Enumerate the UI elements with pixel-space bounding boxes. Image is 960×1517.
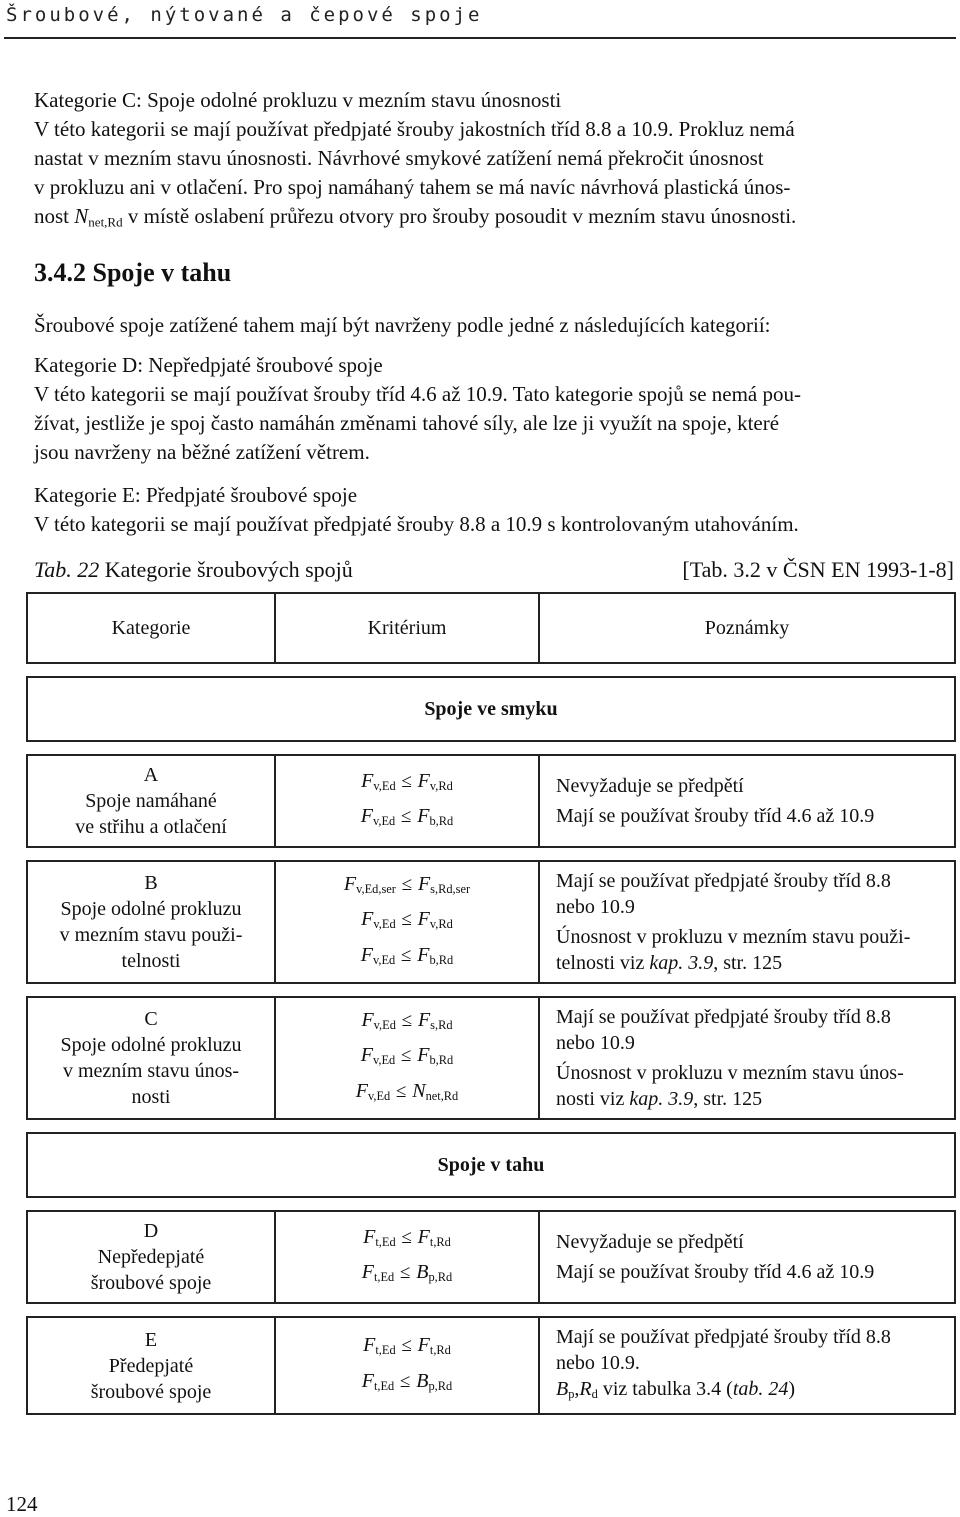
- category-row: [27, 1211, 955, 1303]
- less-equal-symbol: ≤: [400, 1370, 411, 1392]
- criterion-subscript: b,Rd: [429, 1053, 454, 1068]
- table-spacer: [27, 847, 955, 861]
- spacer-cell: [27, 983, 955, 997]
- criterion: [284, 1076, 530, 1111]
- spacer-cell: [27, 741, 955, 755]
- category-row: [27, 861, 955, 983]
- spacer-cell: [27, 1119, 955, 1133]
- note-group: [556, 773, 946, 799]
- criterion: [284, 1040, 530, 1075]
- criterion-subscript: v,Ed: [367, 1088, 391, 1103]
- symbol-subscript: d: [591, 1387, 598, 1402]
- criterion: [284, 801, 530, 836]
- category-description: Spoje odolné prokluzu: [60, 898, 242, 920]
- text-fragment: viz tabulka 3.4 (: [597, 1378, 733, 1400]
- note-line: Mají se používat předpjaté šrouby tříd 8.8: [556, 870, 891, 892]
- criterion-subscript: p,Rd: [428, 1270, 453, 1285]
- criterion-symbol: F: [361, 769, 374, 792]
- criterion-subscript: v,Ed: [372, 952, 396, 967]
- category-letter: E: [144, 1328, 158, 1351]
- category-description: Spoje namáhané: [85, 790, 217, 812]
- table-title: Kategorie šroubových spojů: [99, 557, 353, 582]
- category-description: šroubové spoje: [90, 1272, 212, 1294]
- note-line: [556, 950, 946, 976]
- text-fragment: ,: [574, 1378, 580, 1400]
- criterion-cell: [275, 1211, 539, 1303]
- criterion-subscript: t,Ed: [373, 1378, 395, 1393]
- table-reference: tab. 24: [732, 1378, 789, 1400]
- less-equal-symbol: ≤: [401, 1045, 412, 1067]
- criterion-symbol: F: [417, 873, 431, 896]
- criterion-subscript: b,Rd: [429, 814, 454, 829]
- table-source-reference: [Tab. 3.2 v ČSN EN 1993-1-8]: [682, 557, 954, 582]
- section-tension: Spoje v tahu: [27, 1133, 955, 1197]
- table-spacer: [27, 1303, 955, 1317]
- section-d-title: Kategorie D: Nepředpjaté šroubové spoje: [34, 353, 383, 377]
- category-description: telnosti: [121, 950, 181, 972]
- note-line: [556, 1376, 946, 1407]
- criterion-subscript: s,Rd: [430, 1018, 453, 1033]
- header-poznamky: Poznámky: [539, 593, 955, 663]
- section-d-paragraph: [34, 351, 952, 467]
- criterion-symbol: B: [416, 1261, 429, 1283]
- criterion-symbol: F: [361, 1261, 374, 1283]
- less-equal-symbol: ≤: [401, 944, 412, 966]
- symbol-subscript: p: [568, 1387, 575, 1402]
- criterion-symbol: F: [417, 805, 430, 827]
- less-equal-symbol: ≤: [401, 1335, 412, 1357]
- section-d-line-2: žívat, jestliže je spoj často namáhán změnami tahové síly, ale lze ji využít na spoje, které: [34, 411, 780, 435]
- criterion-cell: [275, 861, 539, 983]
- table-spacer: [27, 1119, 955, 1133]
- category-cell: [27, 1211, 275, 1303]
- category-description: Nepředepjaté: [97, 1246, 205, 1268]
- note-line: Mají se používat předpjaté šrouby tříd 8.8: [556, 1326, 891, 1348]
- criterion-symbol: F: [417, 1225, 430, 1248]
- criterion-subscript: t,Ed: [373, 1270, 395, 1285]
- section-tension-row: [27, 1133, 955, 1197]
- less-equal-symbol: ≤: [401, 770, 412, 792]
- section-c-paragraph: [34, 86, 952, 236]
- criterion-symbol: F: [361, 1009, 374, 1032]
- note-line: Únosnost v prokluzu v mezním stavu únos-: [556, 1062, 904, 1084]
- intro-text: Šroubové spoje zatížené tahem mají být navrženy podle jedné z následujících kategorií:: [34, 313, 771, 337]
- category-letter: B: [144, 872, 158, 894]
- category-row: [27, 755, 955, 847]
- note-group: [556, 924, 946, 976]
- criterion-symbol: F: [417, 1334, 430, 1357]
- less-equal-symbol: ≤: [401, 1010, 413, 1032]
- note-group: [556, 868, 946, 920]
- note-line: nebo 10.9: [556, 896, 635, 918]
- criterion: [284, 1257, 530, 1292]
- criterion: [284, 940, 530, 975]
- spacer-cell: [27, 1197, 955, 1211]
- less-equal-symbol: ≤: [401, 806, 412, 827]
- criterion-symbol: F: [417, 908, 430, 931]
- criterion-symbol: F: [343, 873, 357, 896]
- criterion-symbol: F: [417, 769, 430, 792]
- category-letter: D: [143, 1220, 159, 1242]
- category-description: nosti: [131, 1086, 171, 1108]
- text-fragment: ): [788, 1378, 796, 1400]
- criterion-symbol: F: [355, 1079, 368, 1102]
- note-line: Mají se používat šrouby tříd 4.6 až 10.9: [556, 1261, 875, 1283]
- criterion-subscript: t,Ed: [375, 1235, 396, 1249]
- criterion: [284, 766, 530, 801]
- section-d-line-1: V této kategorii se mají používat šrouby tříd 4.6 až 10.9. Tato kategorie spojů se nemá pou-: [34, 382, 801, 406]
- criterion-symbol: F: [360, 1044, 373, 1067]
- note-group: [556, 1060, 946, 1112]
- criterion-symbol: F: [417, 1044, 430, 1067]
- criterion-symbol: F: [361, 908, 374, 931]
- spacer-cell: [27, 847, 955, 861]
- criterion-subscript: net,Rd: [425, 1088, 459, 1103]
- notes-cell: [539, 1317, 955, 1414]
- less-equal-symbol: ≤: [401, 909, 412, 931]
- note-line: Nevyžaduje se předpětí: [556, 775, 744, 797]
- text-fragment: , str. 125: [713, 952, 783, 974]
- spacer-cell: [27, 1303, 955, 1317]
- note-line: Únosnost v prokluzu v mezním stavu použi-: [556, 926, 911, 948]
- symbol-r: R: [579, 1378, 592, 1400]
- table-spacer: [27, 663, 955, 677]
- notes-cell: [539, 997, 955, 1119]
- category-row: [27, 997, 955, 1119]
- less-equal-symbol: ≤: [401, 874, 413, 896]
- criterion-subscript: v,Rd: [429, 917, 453, 932]
- category-letter: C: [144, 1008, 158, 1030]
- criterion: [284, 869, 530, 904]
- section-e-title: Kategorie E: Předpjaté šroubové spoje: [34, 483, 358, 507]
- category-cell: [27, 997, 275, 1119]
- criterion-symbol: F: [360, 805, 373, 827]
- note-line: nebo 10.9.: [556, 1352, 640, 1374]
- criterion-symbol: F: [360, 943, 373, 966]
- header-kategorie: Kategorie: [27, 593, 275, 663]
- criterion-subscript: s,Rd,ser: [430, 882, 471, 897]
- table-spacer: [27, 1197, 955, 1211]
- criterion-cell: [275, 755, 539, 847]
- category-description: ve střihu a otlačení: [75, 816, 227, 838]
- criterion-subscript: v,Ed,ser: [356, 882, 396, 897]
- category-letter: A: [143, 764, 159, 786]
- criterion-subscript: v,Ed: [372, 814, 396, 829]
- note-line: Mají se používat předpjaté šrouby tříd 8.8: [556, 1006, 891, 1028]
- note-group: [556, 803, 946, 829]
- notes-cell: [539, 861, 955, 983]
- note-group: [556, 1259, 946, 1285]
- symbol-n: N: [74, 204, 89, 228]
- bolt-category-table: [26, 592, 956, 1415]
- symbol-b: B: [556, 1378, 569, 1400]
- text-fragment: , str. 125: [693, 1088, 763, 1110]
- criterion-subscript: v,Ed: [373, 917, 396, 932]
- criterion: [284, 1005, 530, 1040]
- text-fragment: telnosti viz: [556, 952, 650, 974]
- criterion-subscript: t,Rd: [429, 1235, 451, 1249]
- criterion: [284, 904, 530, 939]
- criterion-subscript: v,Ed: [373, 1018, 396, 1033]
- table-spacer: [27, 741, 955, 755]
- criterion-symbol: B: [416, 1369, 429, 1392]
- text-fragment: nost: [34, 204, 75, 228]
- table-body: [27, 593, 955, 1414]
- criterion-symbol: F: [361, 1369, 374, 1392]
- notes-cell: [539, 755, 955, 847]
- section-c-line-1: V této kategorii se mají používat předpjaté šrouby jakostních tříd 8.8 a 10.9. Prokluz nemá: [34, 117, 795, 141]
- note-line: Nevyžaduje se předpětí: [556, 1231, 744, 1253]
- category-description: Spoje odolné prokluzu: [60, 1034, 242, 1056]
- criterion: [284, 1330, 530, 1365]
- criterion-symbol: F: [363, 1225, 376, 1248]
- note-line: Mají se používat šrouby tříd 4.6 až 10.9: [556, 805, 875, 827]
- category-description: Předepjaté: [108, 1354, 194, 1377]
- text-fragment: v místě oslabení průřezu otvory pro šrouby posoudit v mezním stavu únosnosti.: [122, 204, 797, 228]
- header-rule: [4, 37, 956, 39]
- header-kriterium: Kritérium: [275, 593, 539, 663]
- criterion-symbol: F: [363, 1334, 376, 1357]
- intro-paragraph: [34, 311, 952, 340]
- page-number: 124: [6, 1492, 38, 1516]
- category-cell: [27, 861, 275, 983]
- section-c-line-2: nastat v mezním stavu únosnosti. Návrhové smykové zatížení nemá překročit únosnost: [34, 146, 764, 170]
- criterion-subscript: p,Rd: [428, 1378, 453, 1393]
- less-equal-symbol: ≤: [400, 1262, 411, 1283]
- criterion-symbol: N: [412, 1079, 426, 1102]
- section-c-title: Kategorie C: Spoje odolné prokluzu v mezním stavu únosnosti: [34, 88, 562, 112]
- note-group: [556, 1004, 946, 1056]
- criterion-subscript: v,Rd: [429, 779, 453, 793]
- category-description: šroubové spoje: [90, 1380, 212, 1403]
- criterion-subscript: t,Ed: [375, 1343, 396, 1358]
- criterion-cell: [275, 1317, 539, 1414]
- less-equal-symbol: ≤: [401, 1226, 412, 1248]
- category-cell: [27, 755, 275, 847]
- section-shear-row: [27, 677, 955, 741]
- spacer-cell: [27, 663, 955, 677]
- criterion-cell: [275, 997, 539, 1119]
- criterion-subscript: t,Rd: [429, 1343, 451, 1358]
- table-caption: [34, 557, 954, 583]
- chapter-reference: kap. 3.9: [649, 952, 714, 974]
- criterion-symbol: F: [417, 943, 430, 966]
- category-row: [27, 1317, 955, 1414]
- text-fragment: nosti viz: [556, 1088, 630, 1110]
- section-c-line-3: v prokluzu ani v otlačení. Pro spoj namáhaný tahem se má navíc návrhová plastická únos-: [34, 175, 791, 199]
- category-description: v mezním stavu únos-: [62, 1060, 240, 1082]
- note-group: [556, 1229, 946, 1255]
- chapter-reference: kap. 3.9: [629, 1088, 694, 1110]
- section-shear: Spoje ve smyku: [27, 677, 955, 741]
- criterion-symbol: F: [417, 1009, 431, 1032]
- category-cell: [27, 1317, 275, 1414]
- symbol-subscript: net,Rd: [88, 214, 123, 230]
- criterion: [284, 1222, 530, 1257]
- section-e-line-1: V této kategorii se mají používat předpjaté šrouby 8.8 a 10.9 s kontrolovaným utahováním.: [34, 512, 799, 536]
- table-number: Tab. 22: [34, 557, 100, 582]
- less-equal-symbol: ≤: [396, 1080, 407, 1102]
- section-d-line-3: jsou navrženy na běžné zatížení větrem.: [34, 440, 370, 464]
- section-c-line-4: [34, 202, 952, 236]
- criterion-subscript: b,Rd: [429, 952, 454, 967]
- category-description: v mezním stavu použi-: [59, 924, 243, 946]
- running-head: Šroubové, nýtované a čepové spoje: [6, 4, 483, 26]
- criterion: [284, 1366, 530, 1401]
- table-spacer: [27, 983, 955, 997]
- section-e-paragraph: [34, 481, 952, 539]
- note-line: [556, 1086, 946, 1112]
- table-header-row: [27, 593, 955, 663]
- note-line: nebo 10.9: [556, 1032, 635, 1054]
- notes-cell: [539, 1211, 955, 1303]
- criterion-subscript: v,Ed: [373, 779, 396, 793]
- criterion-subscript: v,Ed: [372, 1053, 396, 1068]
- section-heading: 3.4.2 Spoje v tahu: [34, 258, 232, 287]
